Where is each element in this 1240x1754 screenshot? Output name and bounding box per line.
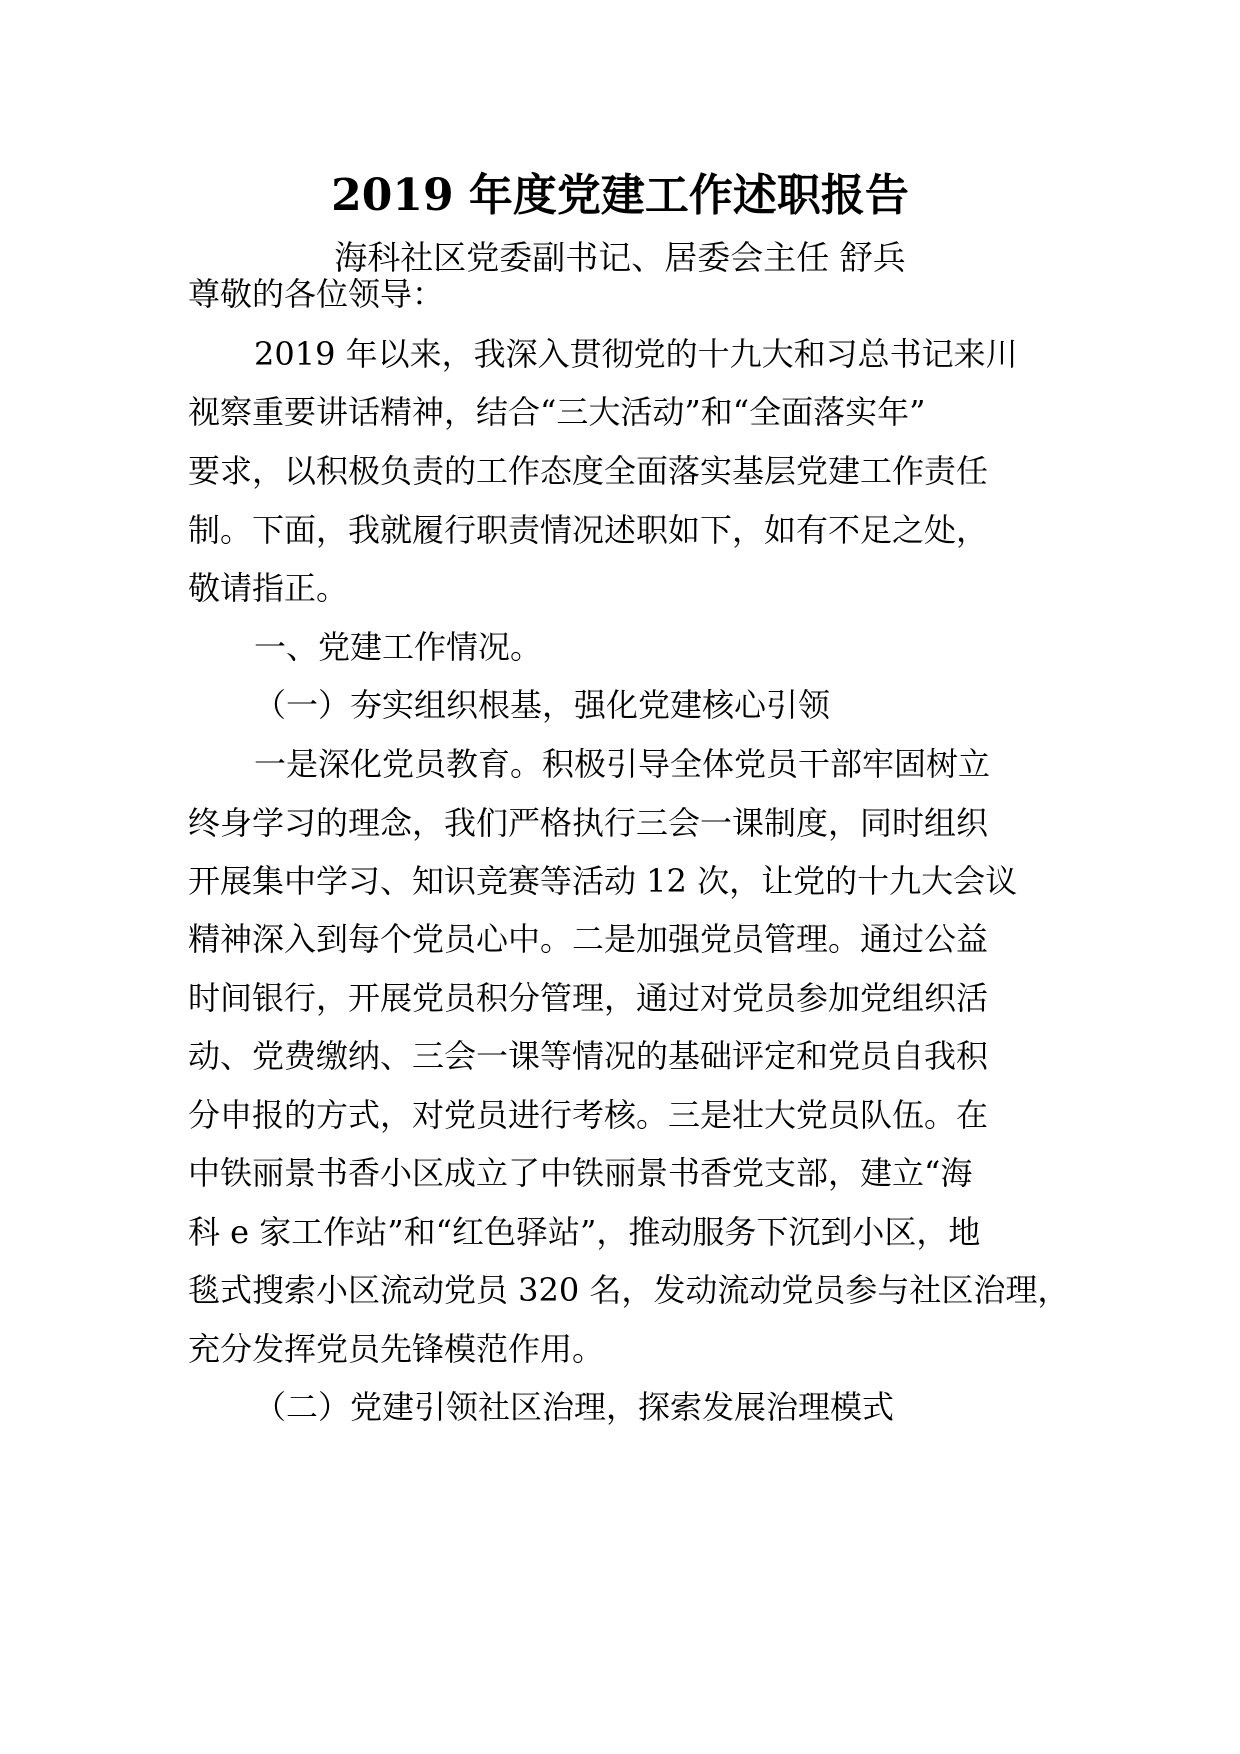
salutation: 尊敬的各位领导： xyxy=(188,275,445,313)
paragraph-line: 2019 年以来，我深入贯彻党的十九大和习总书记来川 xyxy=(254,335,1018,373)
paragraph-line: 开展集中学习、知识竞赛等活动 12 次，让党的十九大会议 xyxy=(188,862,1018,900)
document-author: 海科社区党委副书记、居委会主任 舒兵 xyxy=(334,238,906,277)
subsection-heading: （一）夯实组织根基，强化党建核心引领 xyxy=(254,686,831,724)
paragraph-line: 视察重要讲话精神，结合“三大活动”和“全面落实年” xyxy=(188,393,926,431)
paragraph-line: 精神深入到每个党员心中。二是加强党员管理。通过公益 xyxy=(188,920,989,958)
paragraph-line: 毯式搜索小区流动党员 320 名，发动流动党员参与社区治理， xyxy=(188,1271,1070,1309)
section-heading: 一、党建工作情况。 xyxy=(254,628,543,666)
paragraph-line: 充分发挥党员先锋模范作用。 xyxy=(188,1330,605,1368)
paragraph-line: 分申报的方式，对党员进行考核。三是壮大党员队伍。在 xyxy=(188,1096,989,1134)
document-title: 2019 年度党建工作述职报告 xyxy=(331,170,909,221)
paragraph-line: 终身学习的理念，我们严格执行三会一课制度，同时组织 xyxy=(188,804,989,842)
paragraph-line: 一是深化党员教育。积极引导全体党员干部牢固树立 xyxy=(254,745,991,783)
paragraph-line: 中铁丽景书香小区成立了中铁丽景书香党支部，建立“海 xyxy=(188,1154,973,1192)
paragraph-line: 要求，以积极负责的工作态度全面落实基层党建工作责任 xyxy=(188,452,989,490)
paragraph-line: 制。下面，我就履行职责情况述职如下，如有不足之处， xyxy=(188,511,989,549)
paragraph-line: 动、党费缴纳、三会一课等情况的基础评定和党员自我积 xyxy=(188,1037,989,1075)
paragraph-line: 科 e 家工作站”和“红色驿站”，推动服务下沉到小区，地 xyxy=(188,1213,981,1251)
paragraph-line: 时间银行，开展党员积分管理，通过对党员参加党组织活 xyxy=(188,979,989,1017)
subsection-heading: （二）党建引领社区治理，探索发展治理模式 xyxy=(254,1388,895,1426)
paragraph-line: 敬请指正。 xyxy=(188,569,349,607)
